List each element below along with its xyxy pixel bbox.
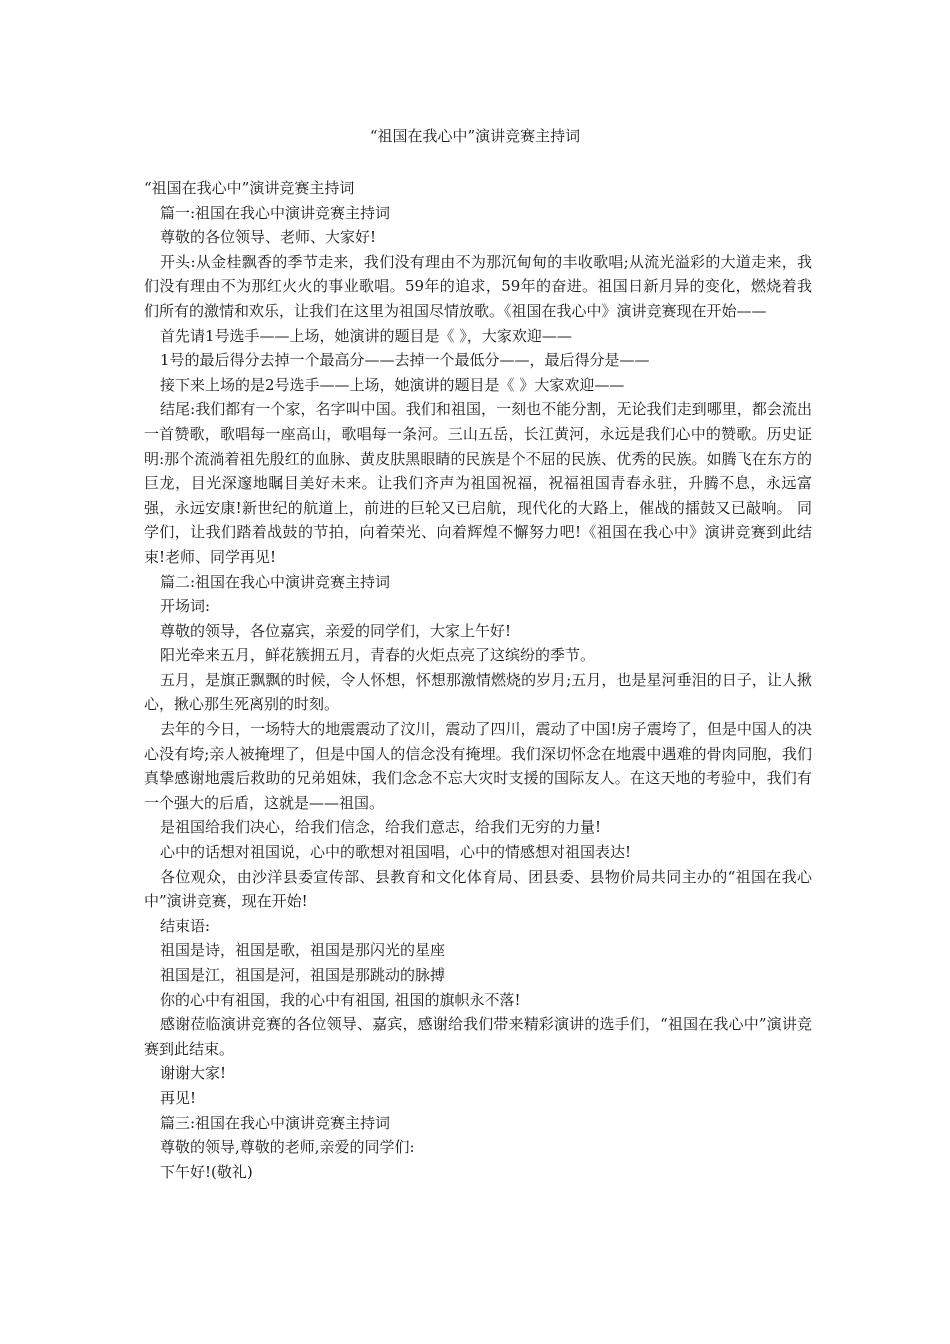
paragraph: 五月，是旗正飘飘的时候，令人怀想，怀想那激情燃烧的岁月;五月，也是星河垂泪的日子，让人揪心，揪心那生死离别的时刻。 [144, 670, 812, 714]
paragraph: 感谢莅临演讲竞赛的各位领导、嘉宾，感谢给我们带来精彩演讲的选手们，“祖国在我心中”演讲竞赛到此结束。 [144, 1015, 812, 1058]
paragraph: 阳光牵来五月，鲜花簇拥五月，青春的火炬点亮了这缤纷的季节。 [160, 646, 596, 665]
paragraph: 去年的今日，一场特大的地震震动了汶川，震动了四川，震动了中国!房子震垮了，但是中国人的决心没有垮;亲人被掩埋了，但是中国人的信念没有掩埋。我们深切怀念在地震中遇难的骨肉同胞，我们真挚感谢地震后救助的兄弟姐妹，我们念念不忘大灾时支援的国际友人。在这天地的考验中，我们有一个强大的后盾，这就是——祖国。 [144, 720, 812, 812]
paragraph: 是祖国给我们决心，给我们信念，给我们意志，给我们无穷的力量! [160, 818, 602, 837]
paragraph: 你的心中有祖国，我的心中有祖国, 祖国的旗帜永不落! [160, 990, 521, 1009]
paragraph: 首先请1号选手——上场，她演讲的题目是《 》，大家欢迎—— [160, 326, 572, 345]
paragraph: 接下来上场的是2号选手——上场，她演讲的题目是《 》大家欢迎—— [160, 375, 625, 394]
paragraph: 结束语: [160, 916, 211, 935]
paragraph: 再见! [160, 1088, 197, 1107]
document-title: “祖国在我心中”演讲竞赛主持词 [369, 127, 581, 145]
paragraph: 开头:从金桂飘香的季节走来，我们没有理由不为那沉甸甸的丰收歌唱;从流光溢彩的大道走来，我们没有理由不为那红火火的事业歌唱。59年的追求，59年的奋进。祖国日新月异的变化，燃烧着我们所有的激情和欢乐，让我们在这里为祖国尽情放歌。《祖国在我心中》演讲竞赛现在开始—— [144, 252, 812, 320]
paragraph: 尊敬的领导,尊敬的老师,亲爱的同学们: [160, 1138, 415, 1157]
paragraph: 祖国是江，祖国是河，祖国是那跳动的脉搏 [160, 966, 446, 984]
paragraph: 各位观众，由沙洋县委宣传部、县教育和文化体育局、团县委、县物价局共同主办的“祖国在我心中”演讲竞赛，现在开始! [144, 867, 812, 911]
paragraph: 尊敬的各位领导、老师、大家好! [160, 228, 377, 247]
document-body [144, 176, 812, 1184]
section-heading-3: 篇三:祖国在我心中演讲竞赛主持词 [160, 1113, 391, 1132]
section-heading-2: 篇二:祖国在我心中演讲竞赛主持词 [160, 572, 391, 591]
paragraph: 谢谢大家! [160, 1064, 227, 1083]
paragraph: 开场词: [160, 597, 211, 616]
paragraph-heading: “祖国在我心中”演讲竞赛主持词 [144, 179, 355, 197]
paragraph: 结尾:我们都有一个家，名字叫中国。我们和祖国，一刻也不能分割，无论我们走到哪里，都会流出一首赞歌，歌唱每一座高山，歌唱每一条河。三山五岳，长江黄河，永远是我们心中的赞歌。历史证明:那个流淌着祖先殷红的血脉、黄皮肤黑眼睛的民族是个不屈的民族、优秀的民族。如腾飞在东方的巨龙，目光深邃地瞩目美好未来。让我们齐声为祖国祝福，祝福祖国青春永驻，升腾不息，永远富强，永远安康!新世纪的航道上，前进的巨轮又已启航，现代化的大路上，催战的擂鼓又已敲响。 同学们，让我们踏着战鼓的节拍，向着荣光、向着辉煌不懈努力吧!《祖国在我心中》演讲竞赛到此结束!老师、同学再见! [144, 400, 812, 566]
section-heading-1: 篇一:祖国在我心中演讲竞赛主持词 [160, 203, 391, 222]
paragraph: 尊敬的领导，各位嘉宾，亲爱的同学们，大家上午好! [160, 621, 512, 640]
paragraph: 祖国是诗，祖国是歌，祖国是那闪光的星座 [160, 941, 446, 960]
paragraph: 下午好!(敬礼) [160, 1162, 253, 1181]
paragraph: 1号的最后得分去掉一个最高分——去掉一个最低分——，最后得分是—— [160, 351, 650, 370]
paragraph: 心中的话想对祖国说，心中的歌想对祖国唱，心中的情感想对祖国表达! [160, 843, 632, 862]
